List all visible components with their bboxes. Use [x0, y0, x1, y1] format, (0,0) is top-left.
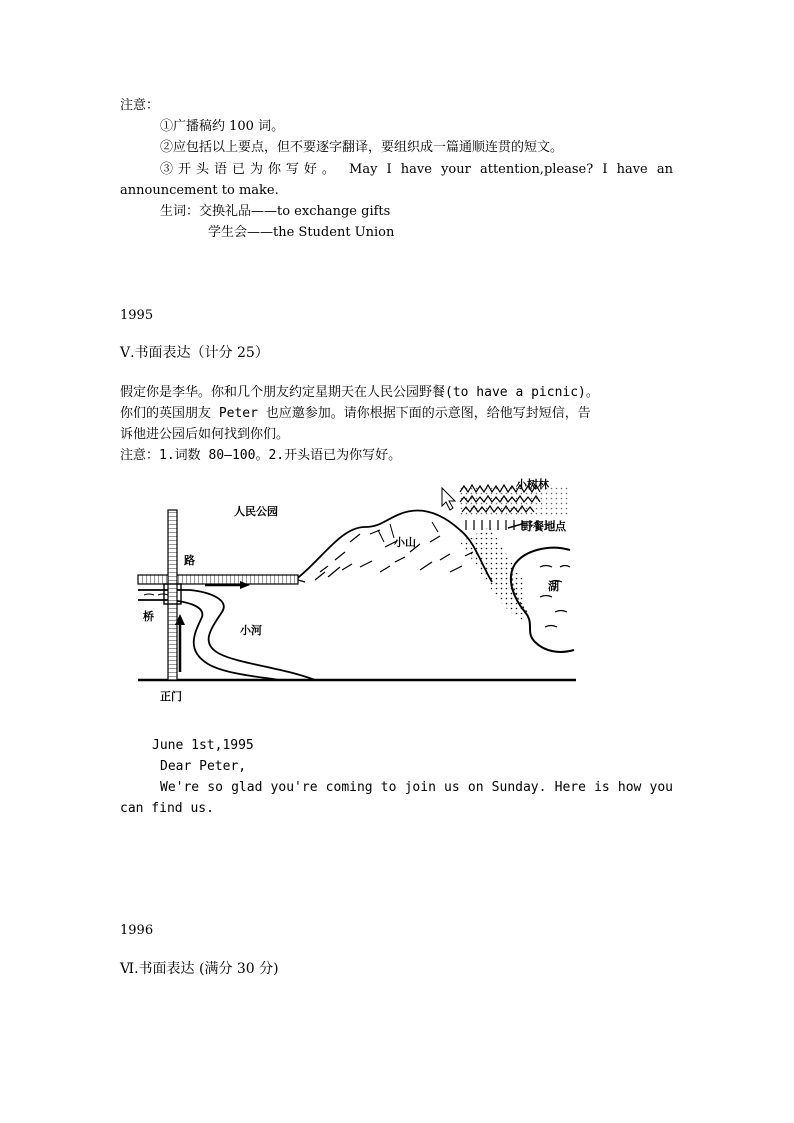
note-item-2: ②应包括以上要点，但不要逐字翻译，要组织成一篇通顺连贯的短文。 [160, 140, 564, 155]
label-park: 人民公园 [234, 505, 278, 518]
year-1995: 1995 [120, 308, 154, 323]
label-hill: 小山 [394, 536, 416, 549]
label-road: 路 [184, 554, 195, 567]
letter-line-2: can find us. [120, 801, 214, 816]
task-note: 注意：1.词数 80—100。2.开头语已为你写好。 [120, 448, 402, 463]
label-picnic-spot: 野餐地点 [522, 520, 566, 533]
label-gate: 正门 [160, 690, 182, 703]
label-river: 小河 [240, 624, 262, 637]
section-heading-1995: Ⅴ.书面表达（计分 25） [120, 345, 269, 361]
task-line-1: 假定你是李华。你和几个朋友约定星期天在人民公园野餐(to have a picnic)。 [120, 385, 599, 400]
vocab-line-1: 生词：交换礼品——to exchange gifts [160, 204, 391, 219]
letter-salutation: Dear Peter, [160, 759, 247, 774]
label-lake: 湖 [548, 580, 559, 593]
year-1996: 1996 [120, 923, 154, 938]
notes-title: 注意： [120, 98, 160, 113]
label-woods: 小树林 [516, 478, 549, 491]
vocab-line-2: 学生会——the Student Union [208, 225, 395, 240]
park-map [130, 472, 590, 712]
label-bridge: 桥 [143, 610, 154, 623]
lake-waves [540, 566, 570, 628]
note-item-3-line2: announcement to make. [120, 183, 279, 198]
letter-line-1: We're so glad you're coming to join us on Sunday. Here is how you [160, 780, 673, 795]
task-line-2: 你们的英国朋友 Peter 也应邀参加。请你根据下面的示意图，给他写封短信，告 [120, 406, 591, 421]
cursor-icon [442, 488, 455, 510]
letter-date: June 1st,1995 [152, 738, 254, 753]
note-item-1: ①广播稿约 100 词。 [160, 119, 285, 134]
road-horizontal [138, 575, 298, 584]
note-item-3-line1: ③开头语已为你写好。 May I have your attention,please? I have an [160, 162, 673, 177]
road-vertical [168, 510, 177, 680]
section-heading-1996: Ⅵ.书面表达 (满分 30 分) [120, 961, 279, 977]
task-line-3: 诉他进公园后如何找到你们。 [120, 427, 290, 442]
